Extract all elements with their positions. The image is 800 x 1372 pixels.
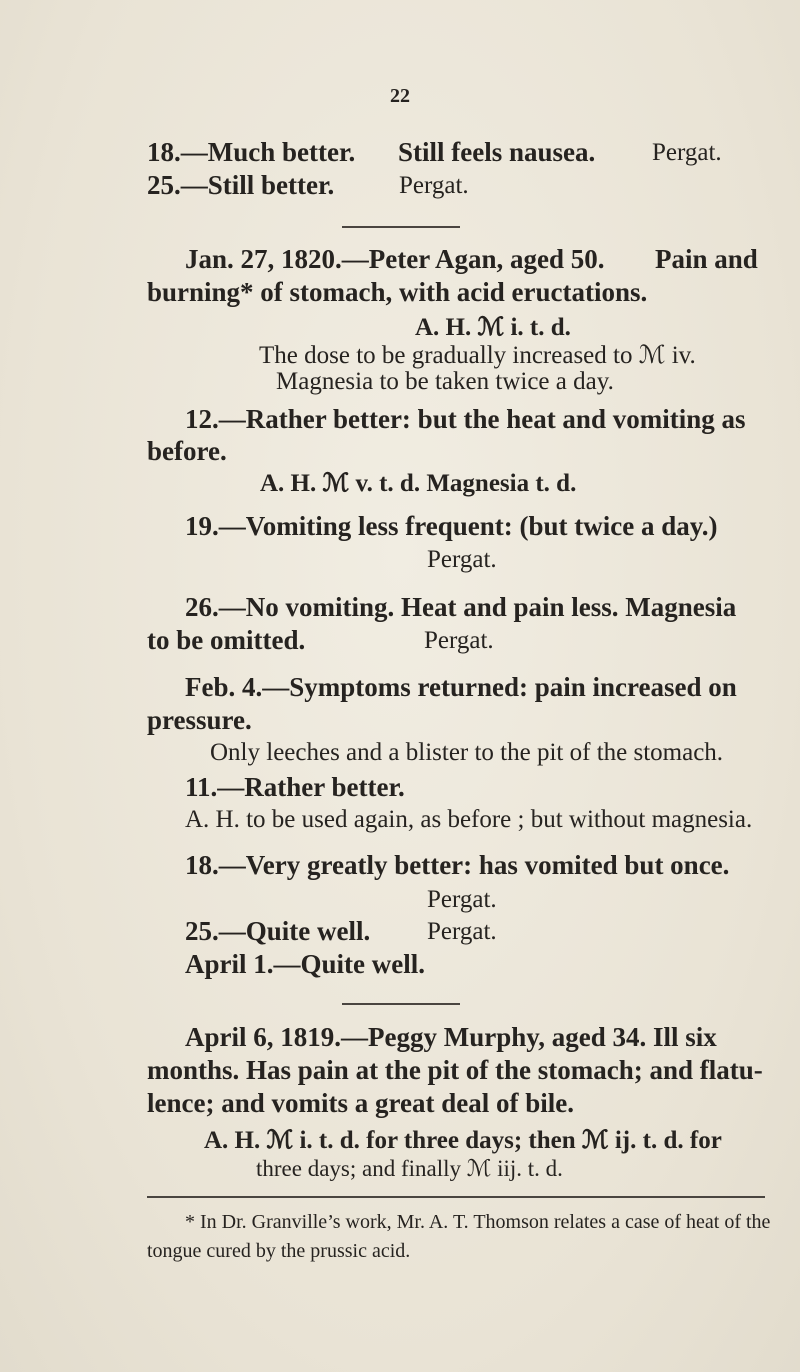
prescription-note: Pergat. bbox=[427, 918, 497, 945]
page-number: 22 bbox=[390, 85, 410, 107]
entry-line: pressure. bbox=[147, 705, 252, 735]
entry-line: Still feels nausea. bbox=[398, 137, 596, 167]
prescription-line: Magnesia to be taken twice a day. bbox=[276, 368, 614, 395]
entry-line: 26.—No vomiting. Heat and pain less. Magnesia bbox=[185, 592, 737, 622]
prescription-line: three days; and finally ℳ iij. t. d. bbox=[256, 1156, 563, 1181]
entry-line: Feb. 4.—Symptoms returned: pain increased on bbox=[185, 672, 737, 702]
section-divider bbox=[342, 1003, 460, 1005]
footnote: tongue cured by the prussic acid. bbox=[147, 1240, 411, 1262]
prescription-note: Pergat. bbox=[427, 886, 497, 913]
prescription-line: A. H. ℳ i. t. d. bbox=[415, 314, 571, 341]
case-heading: April 6, 1819.—Peggy Murphy, aged 34. Ill six bbox=[185, 1022, 717, 1052]
prescription-line: The dose to be gradually increased to ℳ iv. bbox=[259, 342, 696, 369]
entry-line: 19.—Vomiting less frequent: (but twice a day.) bbox=[185, 511, 718, 541]
case-line: lence; and vomits a great deal of bile. bbox=[147, 1088, 574, 1118]
entry-line: 18.—Very greatly better: has vomited but once. bbox=[185, 850, 730, 880]
footnote: * In Dr. Granville’s work, Mr. A. T. Thomson relates a case of heat of the bbox=[185, 1211, 771, 1233]
case-heading: Jan. 27, 1820.—Peter Agan, aged 50. bbox=[185, 244, 605, 274]
entry-line: to be omitted. bbox=[147, 625, 306, 655]
prescription-note: Pergat. bbox=[424, 627, 494, 654]
prescription-line: A. H. ℳ v. t. d. Magnesia t. d. bbox=[260, 470, 577, 497]
footnote-divider bbox=[147, 1196, 765, 1198]
entry-line: 12.—Rather better: but the heat and vomiting as bbox=[185, 404, 746, 434]
entry-line: before. bbox=[147, 436, 227, 466]
entry-line: April 1.—Quite well. bbox=[185, 949, 425, 979]
prescription-line: A. H. ℳ i. t. d. for three days; then ℳ ij. t. d. for bbox=[204, 1127, 722, 1154]
section-divider bbox=[342, 226, 460, 228]
case-heading: Pain and bbox=[655, 244, 758, 274]
prescription-line: A. H. to be used again, as before ; but without magnesia. bbox=[185, 806, 753, 833]
case-line: months. Has pain at the pit of the stomach; and flatu- bbox=[147, 1055, 763, 1085]
prescription-line: Only leeches and a blister to the pit of the stomach. bbox=[210, 739, 724, 766]
prescription-note: Pergat. bbox=[399, 172, 469, 199]
entry-line: 18.—Much better. bbox=[147, 137, 356, 167]
entry-line: 25.—Quite well. bbox=[185, 916, 371, 946]
case-line: burning* of stomach, with acid eructations. bbox=[147, 277, 648, 307]
entry-line: 25.—Still better. bbox=[147, 170, 335, 200]
entry-line: 11.—Rather better. bbox=[185, 772, 405, 802]
prescription-note: Pergat. bbox=[652, 139, 722, 166]
prescription-note: Pergat. bbox=[427, 546, 497, 573]
